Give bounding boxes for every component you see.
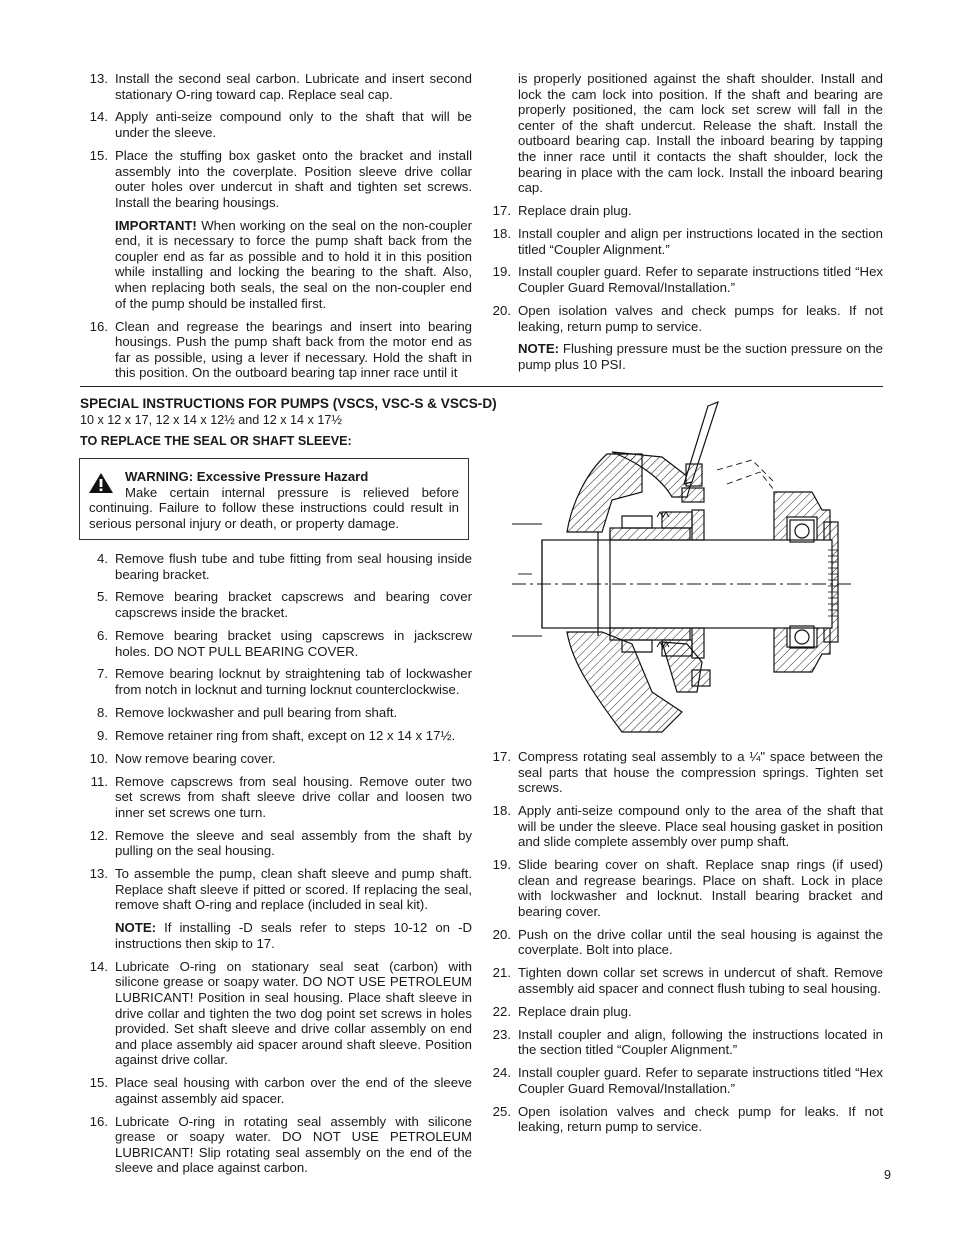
step-14: 14. Apply anti-seize compound only to the shaft that will be under the sleeve. xyxy=(89,109,472,141)
step-11: 11. Remove capscrews from seal housing. Remove outer two set screws from shaft sleeve drive collar and loosen two inner set screws one turn. xyxy=(90,773,472,820)
step-18b: 18. Apply anti-seize compound only to the area of the shaft that will be under the sleeve. Place seal housing gasket in position and slide complete assembly over pump shaft. xyxy=(492,803,883,850)
step-16: 16. Clean and regrease the bearings and insert into bearing housings. Push the pump shaft back from the motor end as far as possible, using a lever if necessary. Hold the shaft in this position. On the outboard bearing tap inner race until it xyxy=(89,318,472,381)
warning-box xyxy=(79,458,469,540)
step-21: 21. Tighten down collar set screws in undercut of shaft. Remove assembly aid spacer and connect flush tubing to seal housing. xyxy=(492,965,883,996)
top-right-column xyxy=(489,71,883,380)
step-15: 15. Place the stuffing box gasket onto the bracket and install assembly into the coverplate. Position sleeve drive collar outer holes over undercut in shaft and tighten set screws. Install the bearing housings. xyxy=(89,147,472,210)
step-16b: 16. Lubricate O-ring in rotating seal assembly with silicone grease or soapy water. DO NOT USE PETROLEUM LUBRICANT! Slip rotating seal assembly on the end of the sleeve and place against carbon. xyxy=(89,1113,472,1176)
step-19b: 19. Slide bearing cover on shaft. Replace snap rings (if used) clean and regrease bearings. Place on shaft. Lock in place with lockwasher and locknut. Install bearing bracket and bearing cover. xyxy=(492,857,883,919)
step-7: 7. Remove bearing locknut by straightening tab of lockwasher from notch in locknut and turning locknut counterclockwise. xyxy=(97,666,472,698)
step-24: 24. Install coupler guard. Refer to separate instructions titled “Hex Coupler Guard Removal/Installation.” xyxy=(492,1065,883,1096)
d-seal-note: NOTE: If installing -D seals refer to steps 10-12 on -D instructions then skip to 17. xyxy=(115,920,472,951)
step-22: 22. Replace drain plug. xyxy=(492,1003,632,1019)
step-17: 17. Replace drain plug. xyxy=(492,203,632,219)
step-6: 6. Remove bearing bracket using capscrews in jackscrew holes. DO NOT PULL BEARING COVER. xyxy=(97,627,472,659)
step-23: 23. Install coupler and align, following the instructions located in the section titled “Coupler Alignment.” xyxy=(492,1026,883,1058)
step-4: 4. Remove flush tube and tube fitting from seal housing inside bearing bracket. xyxy=(97,551,472,582)
step-19: 19. Install coupler guard. Refer to separate instructions titled “Hex Coupler Guard Removal/Installation.” xyxy=(492,264,883,296)
step-10: 10. Now remove bearing cover. xyxy=(89,750,276,766)
warning-text: Make certain internal pressure is relieved before continuing. Failure to follow these instructions could result in serious personal injury or death, or property damage. xyxy=(89,484,459,531)
section-divider xyxy=(80,386,883,387)
section-sizes: 10 x 12 x 17, 12 x 14 x 12½ and 12 x 14 x 17½ xyxy=(80,413,342,427)
step-16-continued: is properly positioned against the shaft shoulder. Install and lock the cam lock into position. If the shaft and bearing are properly positioned, the cam lock set screw will fall in the center of the shaft undercut. Release the shaft. Install the outboard bearing cap. Install the inboard bearing by tapping the inner race until it contacts the shaft shoulder, lock the bearing in place with the cam lock. Install the inboard bearing cap. xyxy=(518,71,883,196)
important-note: IMPORTANT! When working on the seal on the non-coupler end, it is necessary to force the pump shaft back from the coupler end as far as possible and to hold it in this position while installing and locking the bearing to the shaft. Also, when replacing both seals, the seal on the non-coupler end of the pump should be installed first. xyxy=(115,217,472,311)
step-14b: 14. Lubricate O-ring on stationary seal seat (carbon) with silicone grease or soapy water. DO NOT USE PETROLEUM LUBRICANT! Position in seal housing. Place shaft sleeve in drive collar and tighten the two dog point set screws in holes provided. Set shaft sleeve and drive collar assembly on end and place assembly aid spacer around shaft sleeve. Position against drive collar. xyxy=(89,958,472,1068)
warning-title: WARNING: Excessive Pressure Hazard xyxy=(125,469,369,484)
step-13: 13. Install the second seal carbon. Lubricate and insert second stationary O-ring toward cap. Replace seal cap. xyxy=(89,71,472,102)
top-left-column xyxy=(80,71,472,388)
step-12: 12. Remove the sleeve and seal assembly from the shaft by pulling on the seal housing. xyxy=(89,827,472,859)
section-subtitle: TO REPLACE THE SEAL OR SHAFT SLEEVE: xyxy=(80,434,352,448)
step-18: 18. Install coupler and align per instructions located in the section titled “Coupler Alignment.” xyxy=(492,225,883,257)
step-15b: 15. Place seal housing with carbon over the end of the sleeve against assembly aid spacer. xyxy=(89,1075,472,1106)
flush-note: NOTE: Flushing pressure must be the suction pressure on the pump plus 10 PSI. xyxy=(518,341,883,372)
step-25: 25. Open isolation valves and check pump for leaks. If not leaking, return pump to service. xyxy=(492,1103,883,1135)
step-20: 20. Open isolation valves and check pumps for leaks. If not leaking, return pump to service. xyxy=(492,302,883,334)
step-9: 9. Remove retainer ring from shaft, except on 12 x 14 x 17½. xyxy=(97,727,456,743)
seal-assembly-cross-section-drawing xyxy=(512,392,884,740)
section-title: SPECIAL INSTRUCTIONS FOR PUMPS (VSCS, VSC-S & VSCS-D) xyxy=(80,396,497,411)
step-8: 8. Remove lockwasher and pull bearing from shaft. xyxy=(97,704,398,720)
bottom-right-column xyxy=(489,749,883,1142)
bottom-left-column xyxy=(80,551,472,1183)
step-17b: 17. Compress rotating seal assembly to a ¼" space between the seal parts that house the compression springs. Tighten set screws. xyxy=(492,749,883,796)
step-5: 5. Remove bearing bracket capscrews and bearing cover capscrews inside the bracket. xyxy=(97,589,472,621)
warning-triangle-icon xyxy=(88,472,114,498)
step-20b: 20. Push on the drive collar until the seal housing is against the coverplate. Bolt into place. xyxy=(492,926,883,958)
step-13b: 13. To assemble the pump, clean shaft sleeve and pump shaft. Replace shaft sleeve if pitted or scored. If replacing the seal, remove shaft O-ring and replace (included in seal kit). xyxy=(89,866,472,913)
page-number: 9 xyxy=(884,1168,892,1182)
